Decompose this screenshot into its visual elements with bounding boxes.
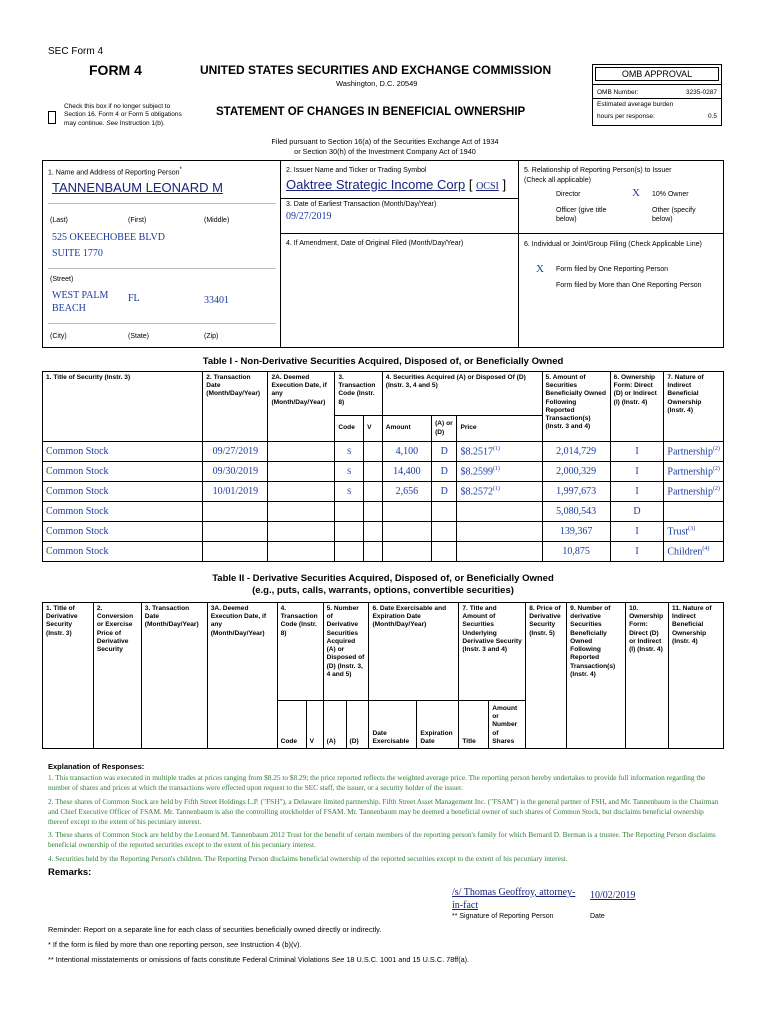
t2-sub-a: (A) <box>323 701 346 749</box>
box2-label: 2. Issuer Name and Ticker or Trading Symbol <box>286 167 427 174</box>
t1-sub-aord: (A) or (D) <box>432 416 457 442</box>
section16-checkbox[interactable] <box>48 111 56 124</box>
form-title: FORM 4 <box>89 62 142 78</box>
t1-cell-v <box>364 502 383 522</box>
box3-label: 3. Date of Earliest Transaction (Month/Day/Year) <box>286 201 437 208</box>
t1-cell-nature: Partnership$^{(2)}$ <box>664 482 724 502</box>
t2-header-form: 10. Ownership Form: Direct (D) or Indirect (I) (Instr. 4) <box>626 603 669 749</box>
t1-cell-price <box>457 502 542 522</box>
state-label: (State) <box>128 333 150 340</box>
t1-cell-date <box>203 542 268 562</box>
t2-header-nature: 11. Nature of Indirect Beneficial Ownership (Instr. 4) <box>669 603 724 749</box>
t2-header-price: 8. Price of Derivative Security (Instr. 5) <box>526 603 567 749</box>
t2-header-owned: 9. Number of derivative Securities Beneficially Owned Following Reported Transaction(s) (Instr. 4) <box>567 603 626 749</box>
t2-sub-d: (D) <box>346 701 369 749</box>
t1-cell-owned: 2,000,329 <box>542 462 610 482</box>
footnote-4: 4. Securities held by the Reporting Person's children. The Reporting Person disclaims beneficial ownership of the reported securities except to the extent of his pecuniary interest. <box>48 854 568 863</box>
first-label: (First) <box>128 217 147 224</box>
t1-cell-amount <box>382 542 431 562</box>
table1-title: Table I - Non-Derivative Securities Acquired, Disposed of, or Beneficially Owned <box>202 356 564 367</box>
t1-header-owned: 5. Amount of Securities Beneficially Owned Following Reported Transaction(s) (Instr. 3 and 4) <box>542 372 610 442</box>
footnote-2: 2. These shares of Common Stock are held by Fifth Street Holdings L.P. ("FSH"), a Delaware limited partnership. Fifth Street Asset Management Inc. ("FSAM") is the general partner of FSH, and Mr. Tannenbaum is the Chairman and Chief Executive Officer of FSAM. Mr. Tannenbaum is also the controlling stockholder of FSAM. Mr. Tannenbaum may be deemed a beneficial owner of such shares of Common Stock, but disclaims beneficial ownership thereof except to the extent of his pecuniary interest. <box>48 797 719 826</box>
omb-title: OMB APPROVAL <box>595 67 719 81</box>
box4-label: 4. If Amendment, Date of Original Filed (Month/Day/Year) <box>286 240 464 247</box>
t1-cell-aord: D <box>432 482 457 502</box>
t2-header-number: 5. Number of Derivative Securities Acquired (A) or Disposed of (D) (Instr. 3, 4 and 5) <box>323 603 369 701</box>
t2-sub-amount: Amount or Number of Shares <box>489 701 526 749</box>
city-value: WEST PALM BEACH <box>52 290 109 314</box>
t1-cell-nature: Children$^{(4)}$ <box>664 542 724 562</box>
table-row <box>43 522 724 542</box>
footnote-3: 3. These shares of Common Stock are held by the Leonard M. Tannenbaum 2012 Trust for the benefit of certain members of the reporting person's family for which Bernard D. Berman is a trustee. The Reporting Person disclaims beneficial ownership of the reported securities except to the extent of his pecuniary interest. <box>48 830 716 849</box>
t1-cell-deemed <box>268 442 335 462</box>
t2-header-code: 4. Transaction Code (Instr. 8) <box>277 603 323 701</box>
reporting-person-name[interactable]: TANNENBAUM LEONARD M <box>52 180 223 195</box>
omb-hours: 0.5 <box>707 113 717 120</box>
section16-checkbox-text: Check this box if no longer subject to Section 16. Form 4 or Form 5 obligations may continue. See Instruction 1(b). <box>64 103 182 127</box>
t2-sub-v: V <box>306 701 323 749</box>
signature[interactable]: /s/ Thomas Geoffroy, attorney-in-fact <box>452 887 576 911</box>
omb-box <box>592 64 722 126</box>
footnote-star: * If the form is filed by more than one reporting person, see Instruction 4 (b)(v). <box>48 940 302 949</box>
t1-cell-price <box>457 522 542 542</box>
t1-cell-title: Common Stock <box>43 522 203 542</box>
box5-label: 5. Relationship of Reporting Person(s) to Issuer <box>524 167 672 174</box>
t1-cell-owned: 5,080,543 <box>542 502 610 522</box>
omb-hours-label: hours per response: <box>597 113 655 120</box>
signature-label: ** Signature of Reporting Person <box>452 913 554 920</box>
t1-sub-code: Code <box>335 416 364 442</box>
earliest-transaction-date: 09/27/2019 <box>286 211 332 222</box>
ten-percent-owner-mark[interactable]: X <box>632 187 640 199</box>
t1-cell-aord: D <box>432 462 457 482</box>
t1-cell-title: Common Stock <box>43 462 203 482</box>
t1-sub-v: V <box>364 416 383 442</box>
street-label: (Street) <box>50 276 74 283</box>
t1-cell-form: I <box>610 462 664 482</box>
t1-cell-owned: 10,875 <box>542 542 610 562</box>
issuer-line: Oaktree Strategic Income Corp [ OCSI ] <box>286 177 507 192</box>
t1-cell-v <box>364 442 383 462</box>
t1-cell-amount <box>382 522 431 542</box>
t1-cell-price: $8.2599$^{(1)}$ <box>457 462 542 482</box>
table2-title: Table II - Derivative Securities Acquired, Disposed of, or Beneficially Owned (e.g., puts, calls, warrants, options, convertible securities) <box>212 573 554 597</box>
t1-cell-code <box>335 522 364 542</box>
table-row <box>43 542 724 562</box>
t1-cell-form: I <box>610 522 664 542</box>
t2-sub-title: Title <box>459 701 489 749</box>
reminder: Reminder: Report on a separate line for each class of securities beneficially owned directly or indirectly. <box>48 925 382 934</box>
t1-cell-code: S <box>335 462 364 482</box>
table-row <box>43 462 724 482</box>
issuer-name[interactable]: Oaktree Strategic Income Corp <box>286 177 466 192</box>
omb-burden-label: Estimated average burden <box>597 101 674 108</box>
t1-cell-nature: Partnership$^{(2)}$ <box>664 462 724 482</box>
city-label: (City) <box>50 333 67 340</box>
t1-header-title: 1. Title of Security (Instr. 3) <box>43 372 203 442</box>
sec-form-label: SEC Form 4 <box>48 46 104 57</box>
t1-cell-owned: 139,367 <box>542 522 610 542</box>
t2-header-title: 1. Title of Derivative Security (Instr. 3) <box>43 603 94 749</box>
box6-label: 6. Individual or Joint/Group Filing (Check Applicable Line) <box>524 241 702 248</box>
ten-percent-owner-label: 10% Owner <box>652 191 689 198</box>
t1-cell-deemed <box>268 522 335 542</box>
t1-header-deemed: 2A. Deemed Execution Date, if any (Month/Day/Year) <box>268 372 335 442</box>
t1-cell-v <box>364 482 383 502</box>
location: Washington, D.C. 20549 <box>336 79 418 88</box>
explanation-heading: Explanation of Responses: <box>48 762 145 771</box>
footnote-1: 1. This transaction was executed in multiple trades at prices ranging from $8.25 to $8.29; the price reported reflects the weighted average price. The reporting person hereby undertakes to provide full information regarding the number of shares and prices at which the transactions were effected upon request to the SEC staff, the issuer, or a security holder of the issuer. <box>48 773 706 792</box>
zip-label: (Zip) <box>204 333 219 340</box>
commission-title: UNITED STATES SECURITIES AND EXCHANGE COMMISSION <box>200 63 552 77</box>
omb-number-label: OMB Number: <box>597 89 639 96</box>
signature-date[interactable]: 10/02/2019 <box>590 890 636 901</box>
t1-cell-price: $8.2517$^{(1)}$ <box>457 442 542 462</box>
t1-cell-code <box>335 502 364 522</box>
t1-cell-price <box>457 542 542 562</box>
t1-cell-aord <box>432 522 457 542</box>
t1-cell-amount: 2,656 <box>382 482 431 502</box>
t1-header-nature: 7. Nature of Indirect Beneficial Ownership (Instr. 4) <box>664 372 724 442</box>
statement-title: STATEMENT OF CHANGES IN BENEFICIAL OWNERSHIP <box>216 106 526 118</box>
t1-header-date: 2. Transaction Date (Month/Day/Year) <box>203 372 268 442</box>
t1-cell-date: 10/01/2019 <box>203 482 268 502</box>
non-derivative-table <box>42 371 724 562</box>
t1-cell-owned: 2,014,729 <box>542 442 610 462</box>
one-reporting-person-label: Form filed by One Reporting Person <box>556 266 669 273</box>
more-reporting-person-label: Form filed by More than One Reporting Person <box>556 282 702 289</box>
table-row <box>43 502 724 522</box>
t1-cell-amount: 4,100 <box>382 442 431 462</box>
t1-cell-v <box>364 462 383 482</box>
zip-value: 33401 <box>204 295 229 306</box>
last-label: (Last) <box>50 217 68 224</box>
table-row <box>43 482 724 502</box>
t1-cell-deemed <box>268 502 335 522</box>
t1-cell-title: Common Stock <box>43 442 203 462</box>
t1-cell-title: Common Stock <box>43 542 203 562</box>
t2-header-underlying: 7. Title and Amount of Securities Underlying Derivative Security (Instr. 3 and 4) <box>459 603 526 701</box>
t1-cell-date <box>203 502 268 522</box>
ticker[interactable]: OCSI <box>476 181 499 192</box>
t1-cell-date: 09/30/2019 <box>203 462 268 482</box>
t1-sub-price: Price <box>457 416 542 442</box>
t1-cell-price: $8.2572$^{(1)}$ <box>457 482 542 502</box>
t1-cell-deemed <box>268 482 335 502</box>
t1-cell-amount <box>382 502 431 522</box>
t1-cell-title: Common Stock <box>43 482 203 502</box>
derivative-table <box>42 602 724 749</box>
date-label: Date <box>590 913 605 920</box>
director-label: Director <box>556 191 581 198</box>
t1-cell-nature <box>664 502 724 522</box>
remarks-heading: Remarks: <box>48 867 92 878</box>
t2-header-exercisable: 6. Date Exercisable and Expiration Date (Month/Day/Year) <box>369 603 459 701</box>
t2-header-date: 3. Transaction Date (Month/Day/Year) <box>141 603 207 749</box>
t1-cell-v <box>364 522 383 542</box>
footnote-double-star: ** Intentional misstatements or omissions of facts constitute Federal Criminal Violations See 18 U.S.C. 1001 and 15 U.S.C. 78ff(a). <box>48 955 470 964</box>
t1-cell-deemed <box>268 462 335 482</box>
t2-sub-expiration: Expiration Date <box>417 701 459 749</box>
address-line2: SUITE 1770 <box>52 248 103 259</box>
t1-cell-code: S <box>335 442 364 462</box>
t2-sub-date-exercisable: Date Exercisable <box>369 701 417 749</box>
t1-cell-deemed <box>268 542 335 562</box>
filed-pursuant: Filed pursuant to Section 16(a) of the Securities Exchange Act of 1934 or Section 30(h) of the Investment Company Act of 1940 <box>271 137 499 157</box>
t1-cell-nature: Partnership$^{(2)}$ <box>664 442 724 462</box>
t1-cell-code <box>335 542 364 562</box>
table-row <box>43 442 724 462</box>
t1-cell-form: I <box>610 482 664 502</box>
t1-cell-form: I <box>610 442 664 462</box>
other-label: Other (specify below) <box>652 207 696 224</box>
t1-header-code: 3. Transaction Code (Instr. 8) <box>335 372 382 416</box>
t1-cell-form: I <box>610 542 664 562</box>
t1-cell-date <box>203 522 268 542</box>
t1-cell-date: 09/27/2019 <box>203 442 268 462</box>
middle-label: (Middle) <box>204 217 230 224</box>
t1-cell-v <box>364 542 383 562</box>
t1-cell-title: Common Stock <box>43 502 203 522</box>
box5-sub: (Check all applicable) <box>524 177 591 184</box>
officer-label: Officer (give title below) <box>556 207 607 224</box>
t2-header-conversion: 2. Conversion or Exercise Price of Derivative Security <box>93 603 141 749</box>
t1-cell-owned: 1,997,673 <box>542 482 610 502</box>
t1-header-form: 6. Ownership Form: Direct (D) or Indirect (I) (Instr. 4) <box>610 372 664 442</box>
address-line1: 525 OKEECHOBEE BLVD <box>52 232 165 243</box>
t2-header-deemed: 3A. Deemed Execution Date, if any (Month/Day/Year) <box>207 603 277 749</box>
t1-cell-form: D <box>610 502 664 522</box>
t1-sub-amount: Amount <box>382 416 431 442</box>
t1-cell-aord <box>432 542 457 562</box>
one-reporting-person-mark[interactable]: X <box>536 263 544 275</box>
t1-cell-aord <box>432 502 457 522</box>
t1-cell-nature: Trust$^{(3)}$ <box>664 522 724 542</box>
box1-label: 1. Name and Address of Reporting Person* <box>48 167 182 177</box>
t1-header-acquired: 4. Securities Acquired (A) or Disposed Of (D) (Instr. 3, 4 and 5) <box>382 372 542 416</box>
t1-cell-aord: D <box>432 442 457 462</box>
t2-sub-code: Code <box>277 701 306 749</box>
omb-number: 3235-0287 <box>685 89 717 96</box>
state-value: FL <box>128 293 140 304</box>
t1-cell-code: S <box>335 482 364 502</box>
t1-cell-amount: 14,400 <box>382 462 431 482</box>
